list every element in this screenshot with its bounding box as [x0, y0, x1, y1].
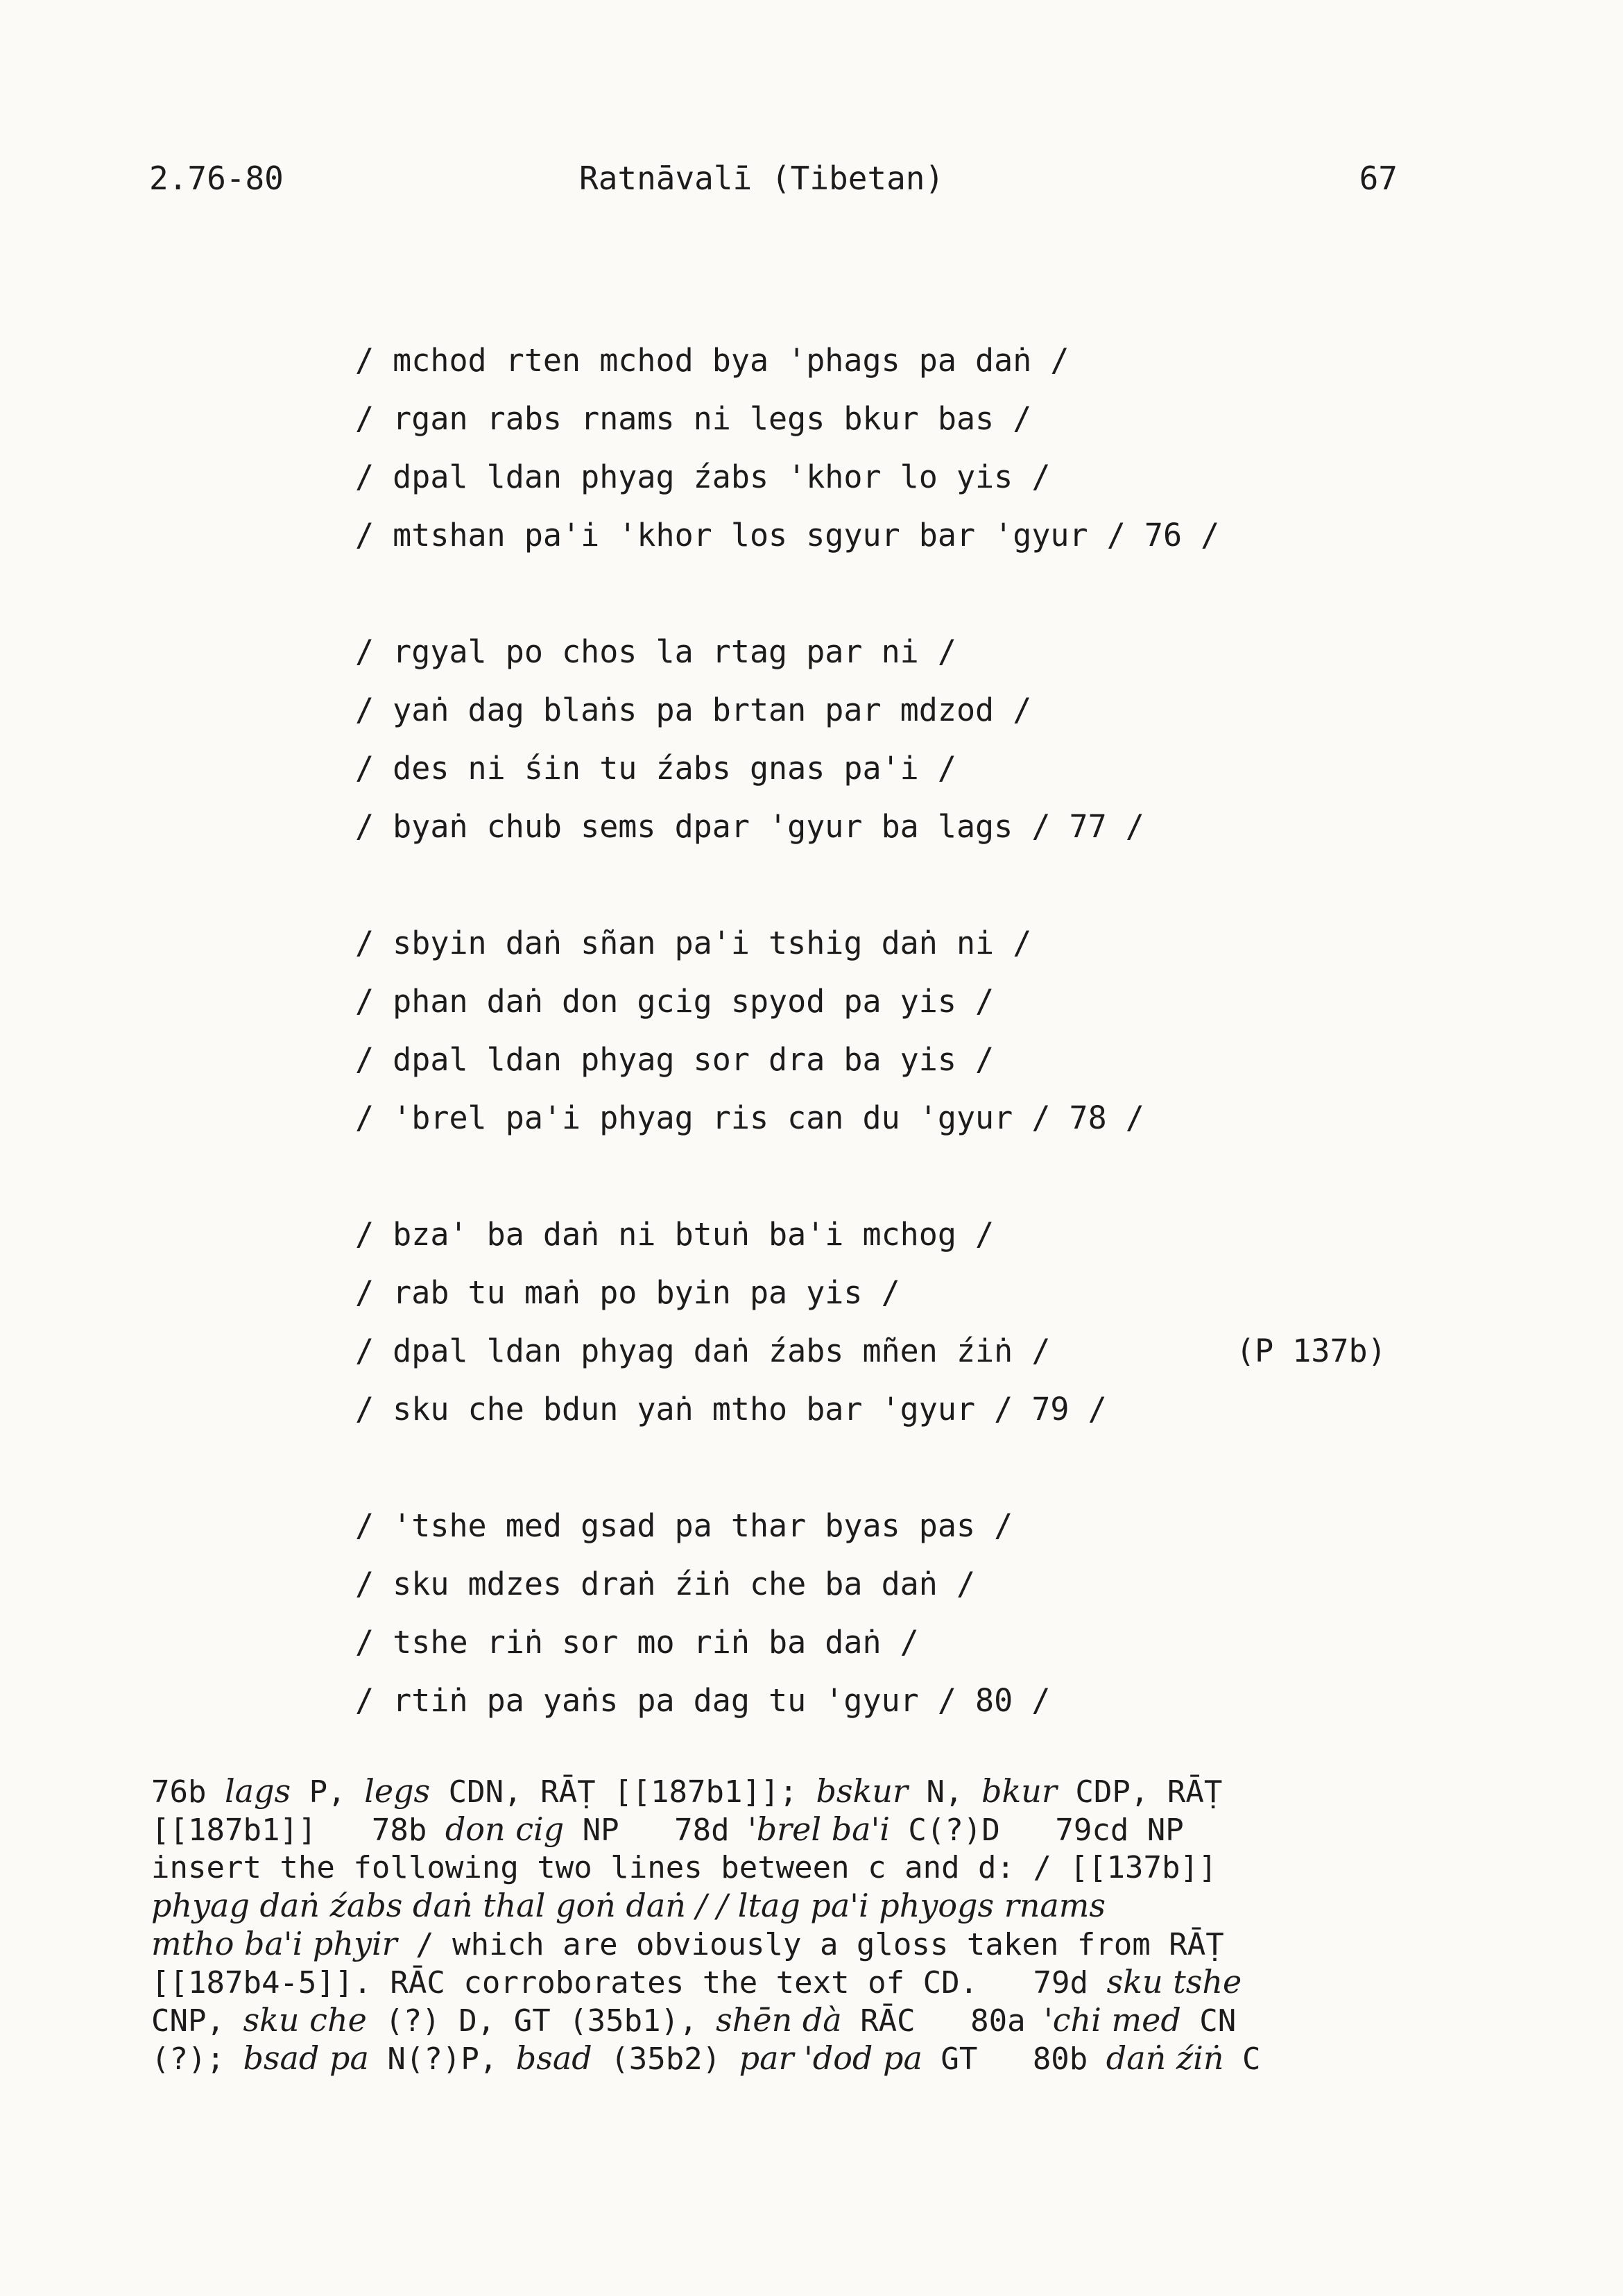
verse-line	[355, 1555, 1465, 1613]
verse-stanza	[355, 332, 1465, 565]
verse-line	[355, 1380, 1465, 1439]
variant-reading: bsad	[515, 2039, 592, 2077]
verse-text: / 'brel pa'i phyag ris can du 'gyur / 78 /	[355, 1099, 1144, 1136]
verse-line	[355, 390, 1465, 448]
verse-text: / sku che bdun yaṅ mtho bar 'gyur / 79 /	[355, 1391, 1107, 1428]
verse-text: / dpal ldan phyag sor dra ba yis /	[355, 1041, 995, 1078]
verse-line	[355, 1497, 1465, 1555]
verse-text: / rtiṅ pa yaṅs pa dag tu 'gyur / 80 /	[355, 1682, 1051, 1719]
apparatus-line	[151, 1772, 1434, 1810]
apparatus-text: N(?)P,	[368, 2041, 516, 2077]
apparatus-text: (?) D, GT (35b1),	[366, 2003, 716, 2039]
verse-line	[355, 1206, 1465, 1264]
apparatus-text: RĀC 80a	[841, 2003, 1045, 2039]
apparatus-text: CDP, RĀṬ	[1056, 1774, 1223, 1810]
variant-reading: 'brel ba'i	[748, 1810, 890, 1848]
verse-line	[355, 739, 1465, 798]
verse-stanza	[355, 1497, 1465, 1730]
verse-text: / yaṅ dag blaṅs pa brtan par mdzod /	[355, 692, 1032, 728]
apparatus-line	[151, 1963, 1434, 2001]
variant-reading: par 'dod pa	[739, 2039, 922, 2077]
variant-reading: sku che	[243, 2001, 367, 2039]
variant-reading: mtho ba'i phyir	[151, 1925, 397, 1962]
apparatus-line	[151, 2039, 1434, 2077]
verse-text: / sku mdzes draṅ źiṅ che ba daṅ /	[355, 1566, 976, 1602]
verse-line	[355, 914, 1465, 973]
verse-block	[355, 332, 1465, 1788]
variant-reading: bsad pa	[243, 2039, 369, 2077]
apparatus-text: CN	[1180, 2003, 1237, 2039]
verse-stanza	[355, 914, 1465, 1147]
apparatus-text: / which are obviously a gloss taken from RĀṬ	[397, 1927, 1224, 1962]
verse-line	[355, 1613, 1465, 1672]
critical-apparatus	[151, 1772, 1434, 2077]
verse-text: / des ni śin tu źabs gnas pa'i /	[355, 750, 956, 787]
verse-stanza	[355, 623, 1465, 856]
apparatus-line	[151, 2001, 1434, 2039]
variant-reading: legs	[364, 1772, 431, 1810]
apparatus-text: GT 80b	[922, 2041, 1106, 2077]
verse-stanza	[355, 1206, 1465, 1439]
apparatus-text: CNP,	[151, 2003, 243, 2039]
apparatus-text: C(?)D 79cd NP	[889, 1813, 1184, 1848]
variant-reading: 'chi med	[1044, 2001, 1181, 2039]
verse-text: / dpal ldan phyag daṅ źabs mñen źiṅ /	[355, 1333, 1051, 1369]
verse-line	[355, 506, 1465, 565]
apparatus-text: NP 78d	[564, 1813, 748, 1848]
verse-line	[355, 798, 1465, 856]
verse-line	[355, 1264, 1465, 1322]
verse-text: / rgan rabs rnams ni legs bkur bas /	[355, 400, 1032, 437]
variant-reading: shēn dà	[716, 2001, 842, 2039]
running-header	[149, 160, 1398, 201]
verse-line	[355, 1031, 1465, 1089]
apparatus-text: insert the following two lines between c and d: / [[137b]]	[151, 1850, 1217, 1885]
verse-line	[355, 1089, 1465, 1147]
folio-reference: (P 137b)	[1236, 1333, 1386, 1369]
verse-line	[355, 1672, 1465, 1730]
variant-reading: lags	[224, 1772, 291, 1810]
variant-reading: bkur	[981, 1772, 1057, 1810]
verse-text: / rab tu maṅ po byin pa yis /	[355, 1274, 900, 1311]
apparatus-text: [[187b1]] 78b	[151, 1813, 445, 1848]
apparatus-line	[151, 1925, 1434, 1963]
apparatus-text: CDN, RĀṬ [[187b1]];	[430, 1774, 816, 1810]
verse-line	[355, 332, 1465, 390]
verse-line	[355, 681, 1465, 739]
apparatus-text: P,	[291, 1774, 365, 1810]
verse-line	[355, 448, 1465, 506]
section-reference: 2.76-80	[149, 160, 284, 197]
apparatus-text: [[187b4-5]]. RĀC corroborates the text of CD. 79d	[151, 1965, 1107, 2001]
variant-reading: daṅ źiṅ	[1106, 2039, 1224, 2077]
running-title: Ratnāvalī (Tibetan)	[579, 160, 945, 197]
verse-text: / byaṅ chub sems dpar 'gyur ba lags / 77 /	[355, 808, 1144, 845]
page-number: 67	[1359, 160, 1398, 197]
verse-text: / mtshan pa'i 'khor los sgyur bar 'gyur / 76 /	[355, 517, 1220, 554]
verse-text: / bza' ba daṅ ni btuṅ ba'i mchog /	[355, 1216, 995, 1253]
apparatus-line	[151, 1849, 1434, 1887]
verse-line	[355, 623, 1465, 681]
verse-text: / tshe riṅ sor mo riṅ ba daṅ /	[355, 1624, 919, 1661]
variant-reading: bskur	[816, 1772, 908, 1810]
variant-reading: phyag daṅ źabs daṅ thal goṅ daṅ / / ltag pa'i phyogs rnams	[151, 1887, 1106, 1924]
variant-reading: don cig	[445, 1810, 565, 1848]
apparatus-text: C	[1223, 2041, 1261, 2077]
apparatus-text: (35b2)	[592, 2041, 739, 2077]
apparatus-text: (?);	[151, 2041, 243, 2077]
apparatus-text: N,	[907, 1774, 981, 1810]
verse-text: / sbyin daṅ sñan pa'i tshig daṅ ni /	[355, 925, 1032, 961]
apparatus-line	[151, 1887, 1434, 1925]
verse-text: / mchod rten mchod bya 'phags pa daṅ /	[355, 342, 1070, 379]
apparatus-line	[151, 1810, 1434, 1849]
verse-line	[355, 1322, 1465, 1380]
verse-text: / phan daṅ don gcig spyod pa yis /	[355, 983, 995, 1020]
variant-reading: sku tshe	[1106, 1963, 1242, 2001]
verse-line	[355, 973, 1465, 1031]
verse-text: / dpal ldan phyag źabs 'khor lo yis /	[355, 459, 1051, 495]
apparatus-text: 76b	[151, 1774, 225, 1810]
verse-text: / 'tshe med gsad pa thar byas pas /	[355, 1507, 1013, 1544]
verse-text: / rgyal po chos la rtag par ni /	[355, 633, 956, 670]
